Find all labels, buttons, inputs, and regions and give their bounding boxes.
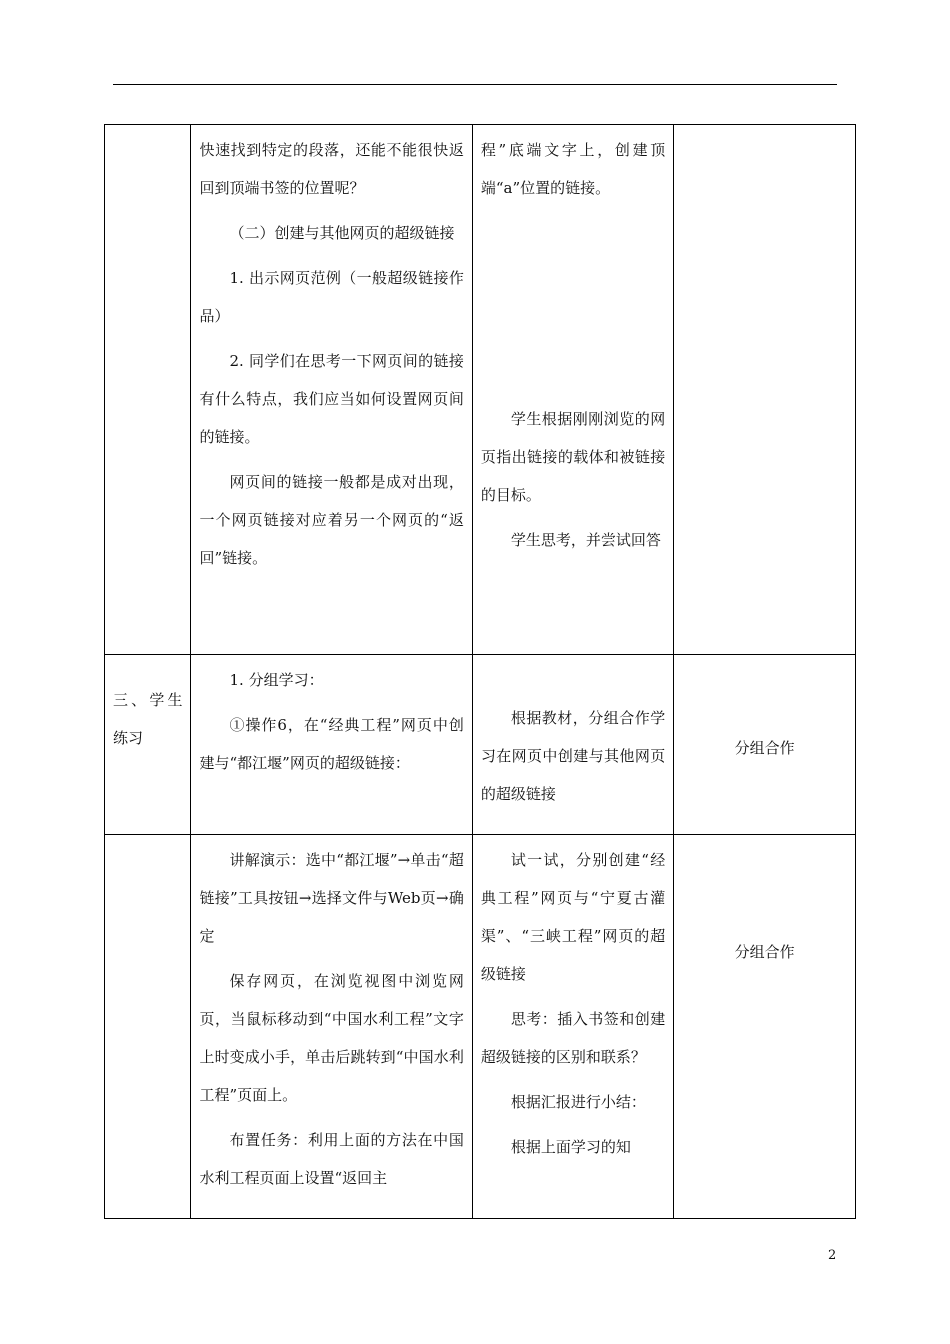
stage-cell — [105, 125, 191, 655]
paragraph: 根据上面学习的知 — [510, 1138, 631, 1156]
paragraph: 保存网页，在浏览视图中浏览网页，当鼠标移动到“中国水利工程”文字上时变成小手，单击后跳转到“中国水利工程”页面上。 — [199, 972, 464, 1104]
teacher-activity-cell — [191, 655, 472, 835]
stage-cell — [105, 835, 191, 1219]
table-row — [105, 655, 856, 835]
stage-cell — [105, 655, 191, 835]
paragraph: 学生根据刚刚浏览的网页指出链接的载体和被链接的目标。 — [480, 410, 666, 504]
paragraph: 1. 出示网页范例（一般超级链接作品） — [199, 269, 464, 325]
paragraph: 快速找到特定的段落，还能不能很快返回到顶端书签的位置呢？ — [199, 141, 464, 197]
teacher-activity-cell — [191, 835, 472, 1219]
design-intent-cell — [674, 125, 856, 655]
design-intent-cell: 分组合作 — [674, 655, 856, 835]
page-number: 2 — [828, 1248, 837, 1263]
student-activity-cell — [472, 835, 673, 1219]
paragraph: 思考：插入书签和创建超级链接的区别和联系？ — [480, 1010, 666, 1066]
paragraph: 网页间的链接一般都是成对出现，一个网页链接对应着另一个网页的“返回”链接。 — [199, 473, 464, 567]
paragraph: 布置任务：利用上面的方法在中国水利工程页面上设置“返回主 — [199, 1131, 464, 1187]
paragraph: 学生思考，并尝试回答 — [510, 531, 661, 549]
paragraph: （二）创建与其他网页的超级链接 — [229, 224, 455, 242]
paragraph: 试一试，分别创建“经典工程”网页与“宁夏古灌渠”、“三峡工程”网页的超级链接 — [480, 851, 666, 983]
paragraph: 讲解演示：选中“都江堰”→单击“超链接”工具按钮→选择文件与Web页→确定 — [199, 851, 464, 945]
paragraph: 根据汇报进行小结： — [510, 1093, 646, 1111]
header-rule — [113, 84, 837, 85]
stage-label: 三、学生练习 — [113, 691, 183, 747]
paragraph: 根据教材，分组合作学习在网页中创建与其他网页的超级链接 — [480, 709, 666, 803]
lesson-plan-table — [104, 124, 856, 1219]
design-intent-cell: 分组合作 — [674, 835, 856, 1219]
student-activity-text: 程”底端文字上，创建顶端“a”位置的链接。 — [480, 141, 666, 197]
paragraph: 1. 分组学习： — [229, 671, 324, 689]
student-activity-cell — [472, 655, 673, 835]
paragraph: 2. 同学们在思考一下网页间的链接有什么特点，我们应当如何设置网页间的链接。 — [199, 352, 464, 446]
table-row — [105, 125, 856, 655]
table-row — [105, 835, 856, 1219]
paragraph: ①操作6，在“经典工程”网页中创建与“都江堰”网页的超级链接： — [199, 716, 464, 772]
student-activity-cell — [472, 125, 673, 655]
teacher-activity-cell — [191, 125, 472, 655]
